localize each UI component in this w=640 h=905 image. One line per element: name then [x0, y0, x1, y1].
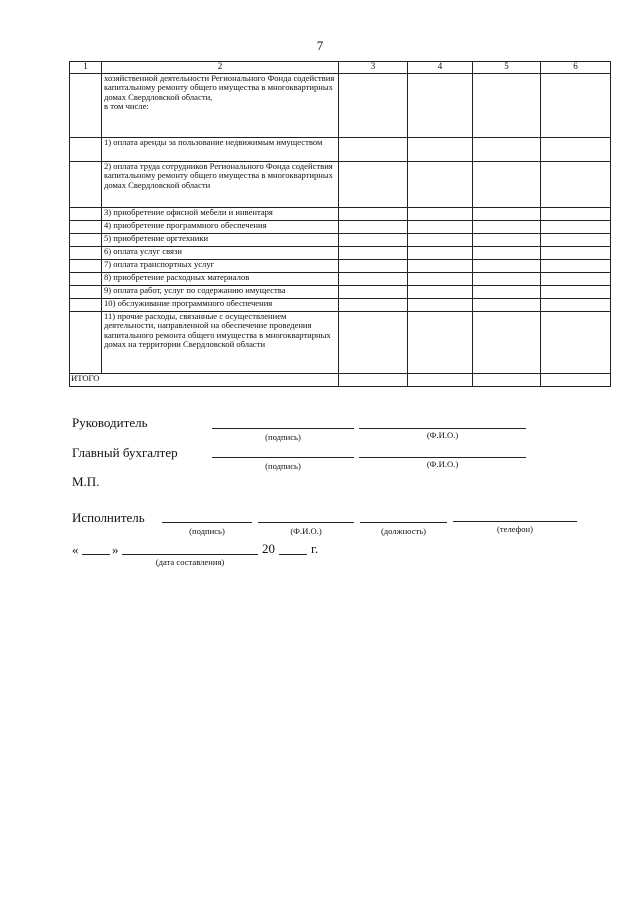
table-cell — [339, 138, 408, 162]
table-cell — [408, 138, 473, 162]
date-year-suffix: г. — [311, 541, 319, 556]
table-header-cell: 5 — [473, 62, 541, 74]
table-header-cell: 4 — [408, 62, 473, 74]
table-row-label: 4) приобретение программного обеспечения — [102, 221, 339, 234]
table-cell — [408, 273, 473, 286]
table-cell — [541, 74, 611, 138]
table-header-row — [70, 62, 611, 74]
table-row — [70, 234, 611, 247]
head-signature-caption: (подпись) — [265, 432, 301, 442]
seal-label: М.П. — [72, 474, 100, 489]
table-cell — [541, 299, 611, 312]
accountant-name-line[interactable] — [359, 457, 526, 458]
table-cell — [408, 221, 473, 234]
accountant-label: Главный бухгалтер — [72, 445, 178, 460]
expense-table — [69, 61, 611, 387]
table-header-cell: 3 — [339, 62, 408, 74]
table-cell — [70, 299, 102, 312]
table-row-label: 6) оплата услуг связи — [102, 247, 339, 260]
table-row-label: 2) оплата труда сотрудников Регионального Фонда содействия капитальному ремонту общего имущества в многоквартирных домах Свердловской области — [102, 162, 339, 208]
table-cell — [473, 234, 541, 247]
date-day-line[interactable] — [82, 554, 110, 555]
executor-position-line[interactable] — [360, 522, 447, 523]
table-cell — [541, 208, 611, 221]
table-cell — [339, 74, 408, 138]
table-cell — [541, 312, 611, 374]
table-row — [70, 299, 611, 312]
table-cell — [339, 260, 408, 273]
date-year-prefix: 20 — [262, 541, 275, 556]
table-row-label: 10) обслуживание программного обеспечения — [102, 299, 339, 312]
executor-name-line[interactable] — [258, 522, 354, 523]
table-cell — [473, 299, 541, 312]
head-name-line[interactable] — [359, 428, 526, 429]
table-row — [70, 138, 611, 162]
executor-label: Исполнитель — [72, 510, 145, 525]
table-row-label: 7) оплата транспортных услуг — [102, 260, 339, 273]
table-cell — [473, 273, 541, 286]
date-caption: (дата составления) — [155, 557, 225, 567]
table-cell — [339, 162, 408, 208]
total-label: ИТОГО — [70, 374, 339, 387]
table-cell — [339, 234, 408, 247]
table-cell — [70, 286, 102, 299]
table-cell — [541, 162, 611, 208]
table-cell — [70, 273, 102, 286]
table-cell — [70, 208, 102, 221]
table-row — [70, 273, 611, 286]
table-cell — [473, 162, 541, 208]
table-cell — [408, 260, 473, 273]
table-cell — [70, 234, 102, 247]
table-row-label: 3) приобретение офисной мебели и инвентаря — [102, 208, 339, 221]
table-cell — [473, 74, 541, 138]
table-cell — [70, 247, 102, 260]
table-cell — [339, 221, 408, 234]
table-cell — [339, 299, 408, 312]
table-cell — [541, 221, 611, 234]
executor-phone-line[interactable] — [453, 521, 577, 522]
executor-signature-caption: (подпись) — [189, 526, 225, 536]
table-header-cell: 1 — [70, 62, 102, 74]
table-row-label: 8) приобретение расходных материалов — [102, 273, 339, 286]
table-cell — [339, 273, 408, 286]
executor-signature-line[interactable] — [162, 522, 252, 523]
executor-phone-caption: (телефон) — [497, 524, 533, 534]
table-cell — [70, 138, 102, 162]
executor-position-caption: (должность) — [380, 526, 427, 536]
table-cell — [541, 138, 611, 162]
head-name-caption: (Ф.И.О.) — [426, 430, 459, 440]
table-row-label: 1) оплата аренды за пользование недвижимым имуществом — [102, 138, 339, 162]
table-cell — [408, 312, 473, 374]
table-row-label: 9) оплата работ, услуг по содержанию имущества — [102, 286, 339, 299]
table-cell — [541, 234, 611, 247]
accountant-signature-line[interactable] — [212, 457, 354, 458]
table-cell — [473, 138, 541, 162]
table-cell — [473, 208, 541, 221]
table-cell — [339, 374, 408, 387]
head-signature-line[interactable] — [212, 428, 354, 429]
table-cell — [473, 286, 541, 299]
table-row — [70, 312, 611, 374]
table-row — [70, 74, 611, 138]
accountant-name-caption: (Ф.И.О.) — [426, 459, 459, 469]
table-cell — [70, 312, 102, 374]
table-cell — [473, 312, 541, 374]
table-cell — [541, 260, 611, 273]
table-cell — [408, 299, 473, 312]
table-cell — [473, 247, 541, 260]
table-cell — [70, 74, 102, 138]
table-cell — [70, 260, 102, 273]
table-cell — [408, 374, 473, 387]
table-row — [70, 286, 611, 299]
date-month-line[interactable] — [122, 554, 258, 555]
table-row — [70, 221, 611, 234]
table-cell — [408, 162, 473, 208]
head-label: Руководитель — [72, 415, 148, 430]
table-cell — [473, 374, 541, 387]
table-cell — [473, 221, 541, 234]
date-close-quote: » — [112, 542, 119, 557]
table-row — [70, 208, 611, 221]
table-cell — [339, 247, 408, 260]
table-row — [70, 247, 611, 260]
table-cell — [408, 74, 473, 138]
table-cell — [339, 286, 408, 299]
date-year-line[interactable] — [279, 554, 307, 555]
executor-name-caption: (Ф.И.О.) — [290, 526, 322, 536]
table-cell — [408, 234, 473, 247]
table-cell — [541, 286, 611, 299]
table-header-cell: 6 — [541, 62, 611, 74]
table-row-label: 11) прочие расходы, связанные с осуществлением деятельности, направленной на обеспечение проведения капитального ремонта общего имущества в многоквартирных домах на территории Свердловской области — [102, 312, 339, 374]
accountant-signature-caption: (подпись) — [265, 461, 301, 471]
table-header-cell: 2 — [102, 62, 339, 74]
page-number: 7 — [316, 38, 324, 53]
table-cell — [473, 260, 541, 273]
table-total-row — [70, 374, 611, 387]
table-row — [70, 260, 611, 273]
table-cell — [70, 162, 102, 208]
table-row-label: хозяйственной деятельности Регионального Фонда содействия капитальному ремонту общего имущества в многоквартирных домах Свердловской области, в том числе: — [102, 74, 339, 138]
table-cell — [541, 374, 611, 387]
table-row-label: 5) приобретение оргтехники — [102, 234, 339, 247]
table-cell — [408, 208, 473, 221]
table-cell — [408, 286, 473, 299]
table-cell — [70, 221, 102, 234]
table-cell — [541, 247, 611, 260]
table-row — [70, 162, 611, 208]
table-cell — [339, 312, 408, 374]
table-cell — [541, 273, 611, 286]
table-cell — [339, 208, 408, 221]
table-cell — [408, 247, 473, 260]
date-open-quote: « — [72, 542, 79, 557]
